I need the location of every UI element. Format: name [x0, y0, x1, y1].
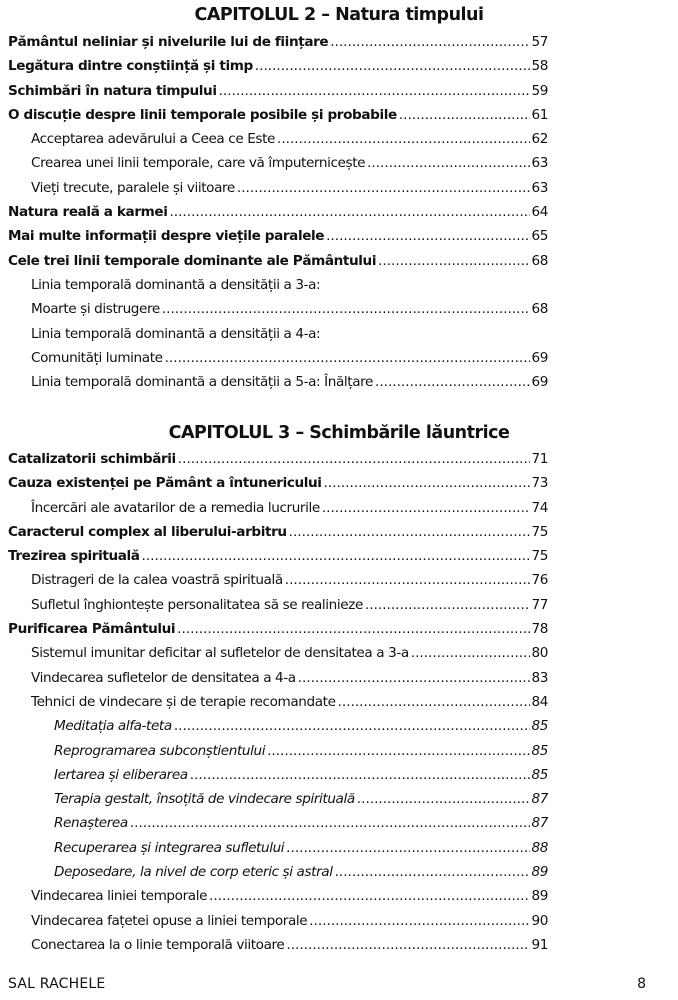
toc-entry-page: 75	[531, 523, 548, 540]
toc-entry[interactable]	[8, 811, 548, 835]
dot-leader	[165, 346, 530, 370]
toc-entry[interactable]	[8, 860, 548, 884]
toc-entry-page: 83	[531, 669, 548, 686]
toc-entry-title: Caracterul complex al liberului-arbitru	[8, 523, 287, 540]
toc-entry-title: Conectarea la o linie temporală viitoare	[31, 936, 285, 953]
toc-entry-title: Cauza existenței pe Pământ a întunericului	[8, 475, 322, 492]
chapter-2-title: CAPITOLUL 2 – Natura timpului	[194, 5, 484, 25]
toc-entry-title: Schimbări în natura timpului	[8, 82, 217, 99]
dot-leader	[330, 30, 529, 54]
toc-entry[interactable]	[8, 273, 548, 297]
toc-entry-page: 62	[531, 131, 548, 148]
toc-entry-title: Tehnici de vindecare și de terapie recomandate	[31, 693, 336, 710]
toc-entry-page: 75	[531, 548, 548, 565]
dot-leader	[375, 370, 530, 394]
toc-entry-page: 87	[531, 815, 548, 832]
dot-leader	[411, 641, 530, 665]
toc-entry[interactable]	[8, 520, 548, 544]
dot-leader	[237, 176, 530, 200]
toc-entry-page: 69	[531, 349, 548, 366]
toc-entry-page: 80	[531, 645, 548, 662]
toc-entry-page: 73	[531, 475, 548, 492]
toc-entry[interactable]	[8, 593, 548, 617]
dot-leader	[399, 103, 530, 127]
toc-entry-title: Pământul neliniar și nivelurile lui de ființare	[8, 34, 329, 50]
toc-entry-title: O discuție despre linii temporale posibile și probabile	[8, 106, 397, 123]
dot-leader	[378, 249, 529, 273]
toc-entry-title: Terapia gestalt, însoțită de vindecare spirituală	[54, 791, 355, 808]
toc-entry-page: 77	[531, 596, 548, 613]
dot-leader	[338, 690, 530, 714]
toc-entry-title: Linia temporală dominantă a densității a 4-a:	[31, 325, 321, 342]
toc-entry[interactable]	[8, 127, 548, 151]
toc-entry[interactable]	[8, 836, 548, 860]
toc-entry[interactable]	[8, 787, 548, 811]
toc-entry-page: 84	[531, 693, 548, 710]
toc-entry[interactable]	[8, 544, 548, 568]
dot-leader	[209, 884, 529, 908]
toc-entry[interactable]	[8, 447, 548, 471]
dot-leader	[169, 200, 529, 224]
toc-entry[interactable]	[8, 641, 548, 665]
toc-entry-page: 64	[531, 204, 548, 221]
toc-entry-title: Vindecarea sufletelor de densitatea a 4-a	[31, 669, 296, 686]
toc-entry-title: Distrageri de la calea voastră spirituală	[31, 572, 283, 589]
dot-leader	[335, 860, 530, 884]
dot-leader	[174, 714, 530, 738]
toc-entry-page: 87	[531, 791, 548, 808]
toc-entry[interactable]	[8, 617, 548, 641]
dot-leader	[267, 739, 529, 763]
toc-entry-page: 68	[531, 301, 548, 318]
toc-entry-title: Sistemul imunitar deficitar al sufletelor de densitatea a 3-a	[31, 645, 409, 662]
toc-entry[interactable]	[8, 54, 548, 78]
toc-entry-page: 71	[531, 451, 548, 467]
dot-leader	[130, 811, 530, 835]
dot-leader	[324, 471, 530, 495]
toc-entry-page: 78	[531, 621, 548, 638]
dot-leader	[142, 544, 530, 568]
toc-entry-page: 89	[531, 864, 548, 881]
footer-author: SAL RACHELE	[8, 976, 106, 992]
toc-entry[interactable]	[8, 30, 548, 54]
toc-entry[interactable]	[8, 739, 548, 763]
toc-entry-title: Acceptarea adevărului a Ceea ce Este	[31, 131, 276, 148]
toc-entry-page: 63	[531, 155, 548, 172]
toc-entry-title: Linia temporală dominantă a densității a 5-a: Înălțare	[31, 374, 373, 391]
toc-entry-page: 74	[531, 499, 548, 516]
toc-entry-page: 90	[531, 912, 548, 929]
dot-leader	[219, 79, 530, 103]
toc-entry-page: 63	[531, 179, 548, 196]
toc-entry-title: Încercări ale avatarilor de a remedia lucrurile	[31, 499, 320, 516]
toc-entry-title: Meditația alfa-teta	[54, 718, 172, 735]
toc-entry-title: Reprogramarea subconștientului	[54, 742, 266, 759]
toc-entry-title: Deposedare, la nivel de corp eteric și astral	[54, 864, 333, 881]
toc-entry-page: 89	[531, 888, 548, 905]
dot-leader	[285, 568, 530, 592]
toc-entry[interactable]	[8, 666, 548, 690]
toc-entry-title: Crearea unei linii temporale, care vă împuternicește	[31, 155, 366, 172]
toc-entry[interactable]	[8, 103, 548, 127]
toc-entry-title: Renașterea	[54, 815, 128, 832]
toc-entry-page: 61	[531, 106, 548, 123]
toc-entry-page: 65	[531, 228, 548, 245]
toc-entry[interactable]	[8, 568, 548, 592]
toc-entry-title: Mai multe informații despre viețile paralele	[8, 228, 325, 245]
dot-leader	[177, 617, 529, 641]
toc-entry[interactable]	[8, 909, 548, 933]
toc-entry-title: Recuperarea și integrarea sufletului	[54, 839, 285, 856]
toc-entry-page: 91	[531, 936, 548, 953]
toc-entry-title: Purificarea Pământului	[8, 621, 176, 638]
toc-entry-title: Vindecarea fațetei opuse a liniei temporale	[31, 912, 308, 929]
dot-leader	[298, 666, 530, 690]
dot-leader	[178, 447, 530, 471]
toc-entry[interactable]	[8, 79, 548, 103]
toc-entry-title: Trezirea spirituală	[8, 548, 140, 565]
toc-entry[interactable]	[8, 690, 548, 714]
toc-entry[interactable]	[8, 714, 548, 738]
dot-leader	[357, 787, 530, 811]
toc-entry[interactable]	[8, 176, 548, 200]
toc-entry-title: Vieți trecute, paralele și viitoare	[31, 179, 235, 196]
toc-entry[interactable]	[8, 346, 548, 370]
toc-entry-title: Comunități luminate	[31, 349, 163, 366]
chapter-3-toc	[8, 447, 548, 957]
dot-leader	[286, 836, 529, 860]
toc-entry[interactable]	[8, 249, 548, 273]
footer-page-number: 8	[637, 976, 646, 992]
toc-entry-title: Natura reală a karmei	[8, 204, 168, 221]
toc-entry-page: 76	[531, 572, 548, 589]
toc-entry-page: 85	[531, 742, 548, 759]
dot-leader	[322, 496, 530, 520]
toc-entry-page: 88	[531, 839, 548, 856]
toc-entry[interactable]	[8, 297, 548, 321]
dot-leader	[365, 593, 530, 617]
toc-entry[interactable]	[8, 933, 548, 957]
dot-leader	[162, 297, 530, 321]
dot-leader	[326, 224, 529, 248]
dot-leader	[286, 933, 529, 957]
toc-entry-page: 69	[531, 374, 548, 391]
toc-entry-title: Catalizatorii schimbării	[8, 451, 176, 467]
toc-entry-title: Vindecarea liniei temporale	[31, 888, 208, 905]
toc-entry-page: 85	[531, 718, 548, 735]
toc-entry-title: Cele trei linii temporale dominante ale Pământului	[8, 252, 377, 269]
toc-entry[interactable]	[8, 763, 548, 787]
toc-entry-page: 59	[531, 82, 548, 99]
chapter-3-title: CAPITOLUL 3 – Schimbările lăuntrice	[168, 423, 510, 443]
toc-entry-title: Moarte și distrugere	[31, 301, 160, 318]
toc-entry-title: Linia temporală dominantă a densității a 3-a:	[31, 276, 321, 293]
toc-entry[interactable]	[8, 471, 548, 495]
dot-leader	[190, 763, 530, 787]
toc-entry-page: 85	[531, 766, 548, 783]
dot-leader	[277, 127, 529, 151]
dot-leader	[309, 909, 529, 933]
toc-entry-page: 68	[531, 252, 548, 269]
toc-entry-title: Legătura dintre conștiință și timp	[8, 58, 253, 75]
toc-entry[interactable]	[8, 884, 548, 908]
dot-leader	[367, 151, 529, 175]
dot-leader	[289, 520, 530, 544]
toc-entry[interactable]	[8, 200, 548, 224]
toc-entry[interactable]	[8, 370, 548, 394]
toc-entry[interactable]	[8, 322, 548, 346]
toc-entry[interactable]	[8, 151, 548, 175]
toc-entry-title: Sufletul înghiontește personalitatea să se realinieze	[31, 596, 363, 613]
dot-leader	[255, 54, 530, 78]
toc-entry-page: 58	[531, 58, 548, 75]
toc-entry[interactable]	[8, 496, 548, 520]
toc-entry-page: 57	[531, 34, 548, 50]
toc-entry[interactable]	[8, 224, 548, 248]
chapter-2-toc	[8, 30, 548, 394]
toc-entry-title: Iertarea și eliberarea	[54, 766, 188, 783]
